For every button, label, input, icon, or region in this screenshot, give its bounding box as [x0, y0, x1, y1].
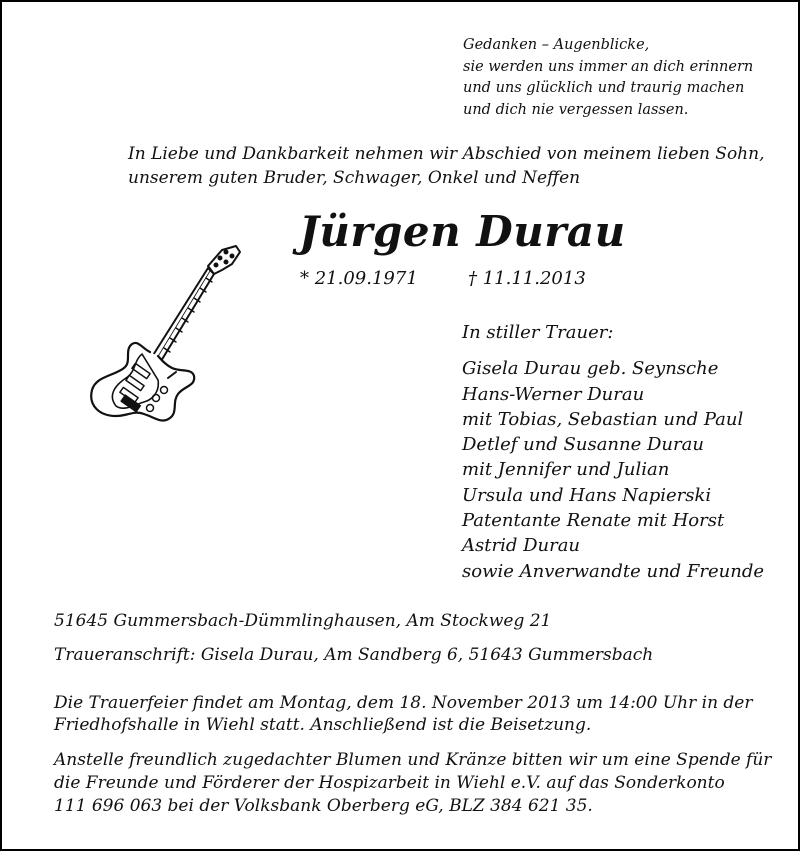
residence-address: 51645 Gummersbach-Dümmlinghausen, Am Stockweg 21 — [54, 611, 552, 631]
electric-guitar-icon — [86, 240, 246, 430]
memorial-quote — [463, 35, 753, 121]
quote-line: und uns glücklich und traurig machen — [463, 80, 745, 96]
donation-line: die Freunde und Förderer der Hospizarbeit in Wiehl e.V. auf das Sonderkonto — [54, 773, 725, 793]
intro-line: unserem guten Bruder, Schwager, Onkel und Neffen — [128, 168, 581, 188]
mourner-line: Ursula und Hans Napierski — [462, 484, 712, 506]
quote-line: Gedanken – Augenblicke, — [463, 37, 650, 53]
donation-info — [54, 749, 771, 818]
mourner-line: Detlef und Susanne Durau — [462, 434, 704, 456]
funeral-info — [54, 692, 753, 736]
donation-line: 111 696 063 bei der Volksbank Oberberg eG, BLZ 384 621 35. — [54, 796, 593, 816]
mourning-address: Traueranschrift: Gisela Durau, Am Sandberg 6, 51643 Gummersbach — [54, 645, 654, 665]
funeral-line: Friedhofshalle in Wiehl statt. Anschließend ist die Beisetzung. — [54, 715, 592, 735]
mourner-line: Gisela Durau geb. Seynsche — [462, 358, 719, 380]
birth-date: * 21.09.1971 — [300, 268, 418, 289]
mourner-line: Hans-Werner Durau — [462, 383, 645, 405]
death-date: † 11.11.2013 — [468, 268, 586, 289]
intro-line: In Liebe und Dankbarkeit nehmen wir Abschied von meinem lieben Sohn, — [128, 144, 765, 164]
mourners-heading: In stiller Trauer: — [462, 322, 614, 343]
intro-text — [128, 142, 764, 190]
quote-line: sie werden uns immer an dich erinnern — [463, 58, 754, 75]
deceased-name: Jürgen Durau — [299, 207, 626, 256]
mourners-block — [462, 320, 764, 584]
mourner-line: mit Tobias, Sebastian und Paul — [462, 408, 744, 430]
mourner-line: Astrid Durau — [462, 535, 581, 557]
mourner-line: Patentante Renate mit Horst — [462, 510, 725, 532]
mourner-line: mit Jennifer und Julian — [462, 459, 670, 481]
donation-line: Anstelle freundlich zugedachter Blumen und Kränze bitten wir um eine Spende für — [54, 750, 772, 770]
funeral-line: Die Trauerfeier findet am Montag, dem 18. November 2013 um 14:00 Uhr in der — [54, 693, 753, 713]
quote-line: und dich nie vergessen lassen. — [463, 101, 689, 118]
mourner-line: sowie Anverwandte und Freunde — [462, 560, 765, 582]
